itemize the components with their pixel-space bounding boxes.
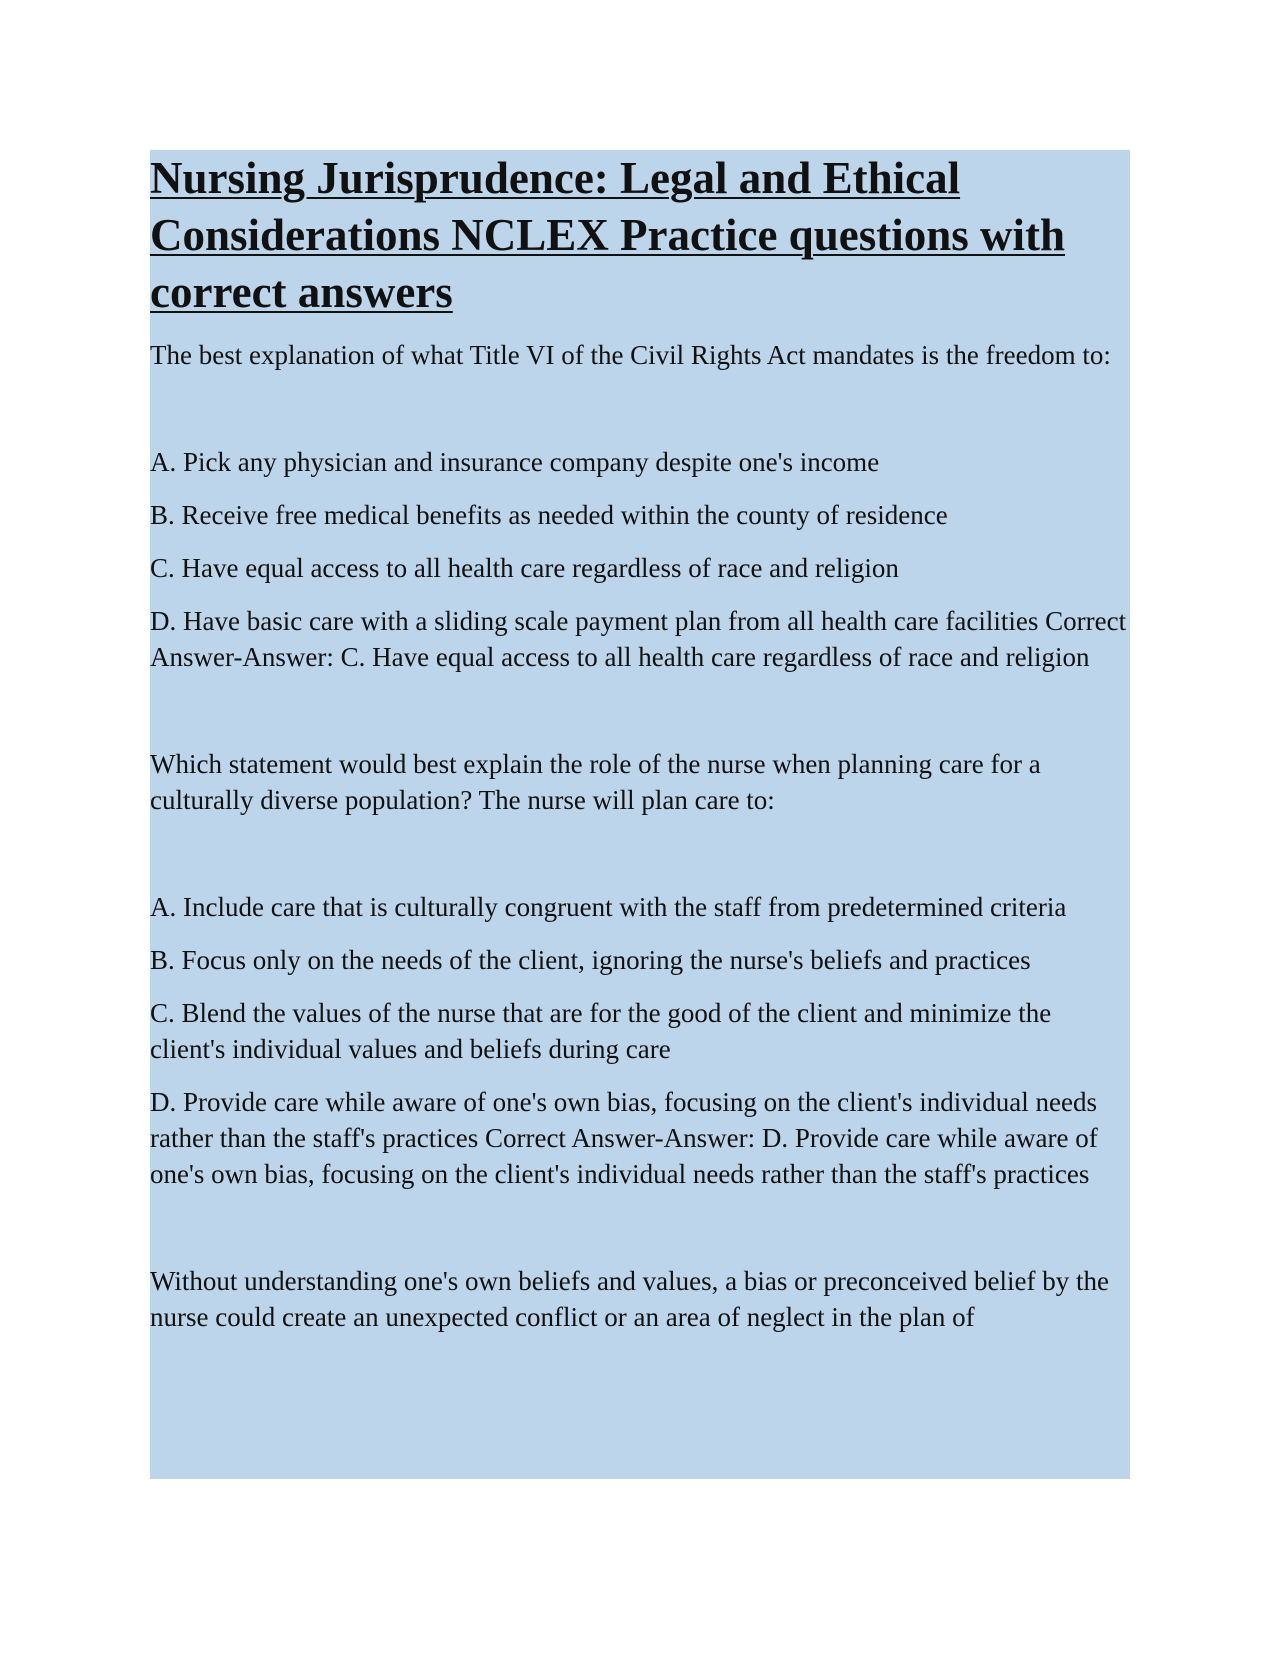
question-1-option-b: B. Receive free medical benefits as needed within the county of residence — [150, 500, 948, 530]
question-1-option-c: C. Have equal access to all health care regardless of race and religion — [150, 553, 899, 583]
question-2-option-d-with-answer: D. Provide care while aware of one's own bias, focusing on the client's individual needs rather than the staff's practices Correct Answer-Answer: D. Provide care while aware of one's own bias, focusing on the client's individual needs rather than the staff's practices — [150, 1087, 1098, 1189]
highlighted-document-page — [150, 150, 1130, 1479]
question-3-stem: Without understanding one's own beliefs and values, a bias or preconceived belief by the nurse could create an unexpected conflict or an area of neglect in the plan of — [150, 1266, 1109, 1332]
question-2-option-c: C. Blend the values of the nurse that are for the good of the client and minimize the client's individual values and beliefs during care — [150, 998, 1052, 1064]
document-title: Nursing Jurisprudence: Legal and Ethical Considerations NCLEX Practice questions with correct answers — [150, 153, 1066, 317]
question-1-stem: The best explanation of what Title VI of the Civil Rights Act mandates is the freedom to: — [150, 340, 1111, 370]
question-1-option-d-with-answer: D. Have basic care with a sliding scale payment plan from all health care facilities Correct Answer-Answer: C. Have equal access to all health care regardless of race and religion — [150, 606, 1127, 672]
question-2-option-b: B. Focus only on the needs of the client, ignoring the nurse's beliefs and practices — [150, 945, 1031, 975]
question-2-option-a: A. Include care that is culturally congruent with the staff from predetermined criteria — [150, 892, 1067, 922]
question-2-stem: Which statement would best explain the role of the nurse when planning care for a culturally diverse population? The nurse will plan care to: — [150, 749, 1041, 815]
question-1-option-a: A. Pick any physician and insurance company despite one's income — [150, 447, 880, 477]
